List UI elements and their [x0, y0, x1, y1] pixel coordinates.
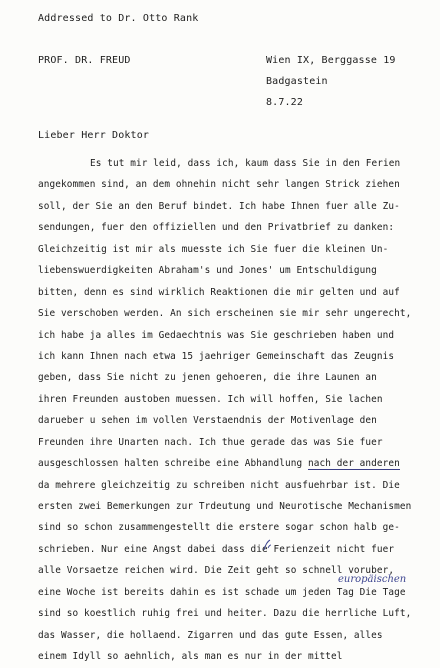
body-line: Gleichzeitig ist mir als muesste ich Sie fuer die kleinen Un-: [38, 243, 389, 255]
underlined-phrase: nach der anderen: [307, 458, 400, 470]
correction-mark-icon: [262, 539, 272, 551]
body-line: einem Idyll so aehnlich, als man es nur in der mittel: [38, 651, 343, 663]
body-line: ich kann Ihnen nach etwa 15 jaehriger Gemeinschaft das Zeugnis: [38, 350, 395, 362]
letter-body: [38, 153, 428, 668]
sender-address: Wien IX, Berggasse 19: [266, 55, 396, 66]
correction-mark: [262, 539, 272, 553]
salutation: Lieber Herr Doktor: [38, 130, 150, 141]
addressed-line: Addressed to Dr. Otto Rank: [38, 13, 199, 24]
body-line-with-underline: [38, 453, 428, 474]
body-line: soll, der Sie an den Beruf bindet. Ich habe Ihnen fuer alle Zu-: [38, 200, 400, 212]
body-line: sind so koestlich ruhig frei und heiter. Dazu die herrliche Luft,: [38, 608, 412, 620]
body-line: Sie verschoben werden. An sich erscheinen sie mir sehr ungerecht,: [38, 308, 412, 320]
body-line: schrieben. Nur eine Angst dabei dass die Ferienzeit nicht fuer: [38, 543, 395, 555]
body-line: Es tut mir leid, dass ich, kaum dass Sie in den Ferien: [90, 158, 401, 169]
body-line: ihren Freunden austoben muessen. Ich will hoffen, Sie lachen: [38, 393, 383, 405]
body-line: sind so schon zusammengestellt die erstere sogar schon halb ge-: [38, 522, 400, 534]
body-line: sendungen, fuer den offiziellen und den Privatbrief zu danken:: [38, 222, 395, 234]
body-line-start: ausgeschlossen halten schreibe eine Abhandlung: [38, 458, 308, 470]
sender-name: PROF. DR. FREUD: [38, 55, 131, 66]
body-line: ich habe ja alles im Gedaechtnis was Sie geschrieben haben und: [38, 329, 395, 341]
body-line: Freunden ihre Unarten nach. Ich thue gerade das was Sie fuer: [38, 436, 383, 448]
body-line: bitten, denn es sind wirklich Reaktionen die mir gelten und auf: [38, 286, 400, 298]
body-line: das Wasser, die hollaend. Zigarren und das gute Essen, alles: [38, 629, 383, 641]
body-line: liebenswuerdigkeiten Abraham's und Jones' um Entschuldigung: [38, 265, 377, 277]
date: 8.7.22: [266, 97, 304, 108]
body-line: angekommen sind, an dem ohnehin nicht sehr langen Strick ziehen: [38, 179, 400, 191]
body-line: ersten zwei Bemerkungen zur Trdeutung und Neurotische Mechanismen: [38, 501, 412, 512]
place: Badgastein: [266, 76, 328, 87]
body-line: da mehrere gleichzeitig zu schreiben nicht ausfuehrbar ist. Die: [38, 479, 400, 491]
body-line: eine Woche ist bereits dahin es ist schade um jeden Tag Die Tage: [38, 586, 406, 598]
body-line: alle Vorsaetze reichen wird. Die Zeit geht so schnell voruber,: [38, 565, 395, 577]
handwritten-insert: europäischen: [338, 574, 407, 585]
body-line: geben, dass Sie nicht zu jenen gehoeren, die ihre Launen an: [38, 372, 377, 384]
body-line: darueber u sehen im vollen Verstaendnis der Motivenlage den: [38, 415, 377, 427]
